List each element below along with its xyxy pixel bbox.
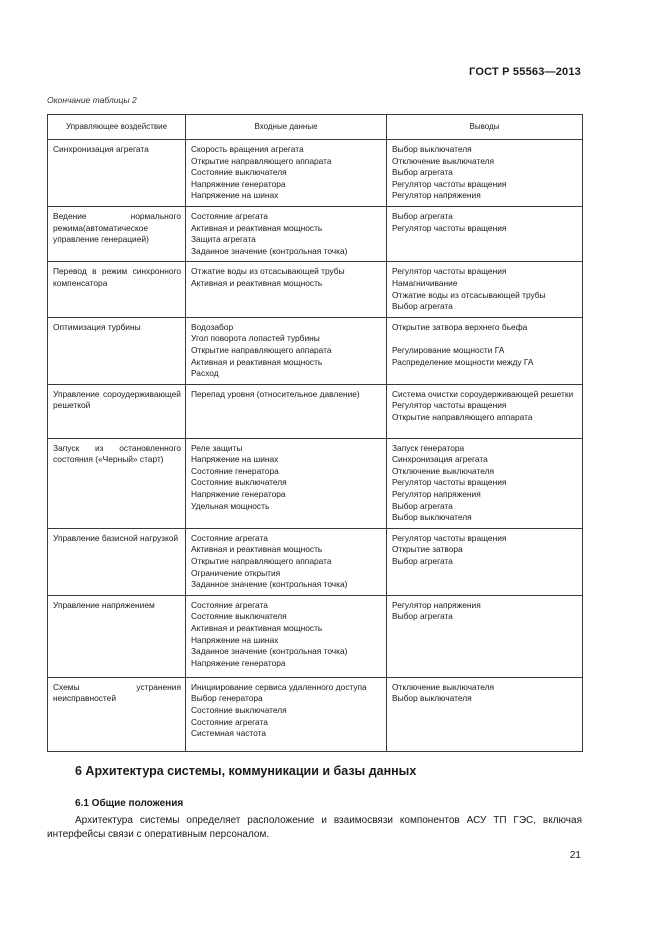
cell-input-data: [186, 528, 387, 595]
table-row: [48, 317, 583, 384]
input-item: Выбор генератора: [191, 693, 263, 704]
cell-control-action: Ведение нормального режима(автоматическое управление генерацией): [48, 206, 186, 261]
cell-outputs: [387, 206, 583, 261]
output-item: Регулятор частоты вращения: [392, 178, 507, 189]
input-item: Состояние агрегата: [191, 599, 268, 610]
output-item: Открытие направляющего аппарата: [392, 411, 533, 422]
input-item: Активная и реактивная мощность: [191, 356, 323, 367]
output-item: Распределение мощности между ГА: [392, 356, 534, 367]
input-item: Открытие направляющего аппарата: [191, 344, 332, 355]
input-item: Отжатие воды из отсасывающей трубы: [191, 266, 345, 277]
body-paragraph: Архитектура системы определяет расположение и взаимосвязи компонентов АСУ ТП ГЭС, включая интерфейсы связи с оперативным персоналом.: [47, 815, 582, 840]
cell-input-data: [186, 595, 387, 677]
output-item: Выбор агрегата: [392, 611, 453, 622]
output-item: Выбор агрегата: [392, 556, 453, 567]
output-item: Регулятор частоты вращения: [392, 222, 507, 233]
cell-outputs: [387, 317, 583, 384]
table-row: [48, 140, 583, 207]
input-item: Водозабор: [191, 321, 234, 332]
input-item: Инициирование сервиса удаленного доступа: [191, 681, 367, 692]
output-item: Регулирование мощности ГА: [392, 344, 505, 355]
cell-input-data: [186, 140, 387, 207]
input-item: Перепад уровня (относительное давление): [191, 388, 360, 399]
input-item: Состояние генератора: [191, 465, 279, 476]
cell-outputs: [387, 384, 583, 438]
output-item: Выбор агрегата: [392, 301, 453, 312]
input-item: Напряжение генератора: [191, 657, 286, 668]
input-item: Активная и реактивная мощность: [191, 277, 323, 288]
column-header-action: Управляющее воздействие: [48, 115, 186, 140]
input-item: Реле защиты: [191, 442, 243, 453]
cell-input-data: [186, 262, 387, 317]
output-item: Запуск генератора: [392, 442, 465, 453]
table-caption: Окончание таблицы 2: [47, 95, 137, 105]
table-body: [48, 140, 583, 752]
page-number: 21: [569, 850, 581, 861]
input-item: Состояние выключателя: [191, 477, 287, 488]
input-item: Заданное значение (контрольная точка): [191, 579, 348, 590]
control-actions-table: [47, 114, 583, 752]
cell-outputs: [387, 528, 583, 595]
input-item: Состояние агрегата: [191, 210, 268, 221]
input-item: Напряжение на шинах: [191, 454, 279, 465]
cell-outputs: [387, 438, 583, 528]
output-item: Выбор выключателя: [392, 512, 472, 523]
cell-input-data: [186, 677, 387, 751]
cell-control-action: Управление напряжением: [48, 595, 186, 677]
cell-control-action: Управление сороудерживающей решеткой: [48, 384, 186, 438]
input-item: Напряжение генератора: [191, 178, 286, 189]
cell-control-action: Оптимизация турбины: [48, 317, 186, 384]
output-item: Отжатие воды из отсасывающей трубы: [392, 289, 546, 300]
cell-outputs: [387, 140, 583, 207]
cell-control-action: Синхронизация агрегата: [48, 140, 186, 207]
cell-outputs: [387, 595, 583, 677]
column-header-inputs: Входные данные: [186, 115, 387, 140]
column-header-outputs: Выводы: [387, 115, 583, 140]
output-item: Намагничивание: [392, 277, 458, 288]
output-item: Регулятор частоты вращения: [392, 266, 507, 277]
output-item: Система очистки сороудерживающей решетки: [392, 388, 574, 399]
subsection-title: 6.1 Общие положения: [75, 798, 184, 809]
output-item: Отключение выключателя: [392, 155, 494, 166]
input-item: Системная частота: [191, 728, 267, 739]
output-item: Регулятор напряжения: [392, 190, 481, 201]
input-item: Расход: [191, 368, 219, 379]
output-item: Выбор агрегата: [392, 210, 453, 221]
input-item: Напряжение генератора: [191, 489, 286, 500]
output-item: Выбор выключателя: [392, 693, 472, 704]
cell-outputs: [387, 677, 583, 751]
input-item: Состояние выключателя: [191, 705, 287, 715]
input-item: Открытие направляющего аппарата: [191, 155, 332, 166]
cell-control-action: Схемы устранения неисправностей: [48, 677, 186, 751]
output-item: Регулятор частоты вращения: [392, 477, 507, 488]
table-header-row: [48, 115, 583, 140]
blank-line: [392, 333, 578, 345]
input-item: Напряжение на шинах: [191, 634, 279, 645]
standard-number: ГОСТ Р 55563—2013: [469, 66, 581, 78]
input-item: Активная и реактивная мощность: [191, 222, 323, 233]
input-item: Защита агрегата: [191, 234, 256, 245]
input-item: Заданное значение (контрольная точка): [191, 646, 348, 657]
output-item: Отключение выключателя: [392, 465, 494, 476]
input-item: Открытие направляющего аппарата: [191, 556, 332, 567]
output-item: Выбор агрегата: [392, 167, 453, 178]
input-item: Активная и реактивная мощность: [191, 623, 323, 633]
output-item: Открытие затвора верхнего бьефа: [392, 321, 528, 332]
output-item: Отключение выключателя: [392, 681, 494, 692]
cell-input-data: [186, 206, 387, 261]
input-item: Удельная мощность: [191, 500, 270, 511]
output-item: Регулятор частоты вращения: [392, 532, 507, 543]
table-row: [48, 595, 583, 677]
output-item: Регулятор напряжения: [392, 599, 481, 610]
input-item: Скорость вращения агрегата: [191, 144, 304, 154]
cell-input-data: [186, 438, 387, 528]
output-item: Синхронизация агрегата: [392, 454, 488, 465]
table-row: [48, 677, 583, 751]
input-item: Напряжение на шинах: [191, 190, 279, 201]
output-item: Регулятор напряжения: [392, 489, 481, 500]
output-item: Выбор выключателя: [392, 144, 472, 154]
table-row: [48, 528, 583, 595]
input-item: Состояние выключателя: [191, 167, 287, 178]
input-item: Активная и реактивная мощность: [191, 544, 323, 555]
table-row: [48, 384, 583, 438]
output-item: Выбор агрегата: [392, 500, 453, 511]
cell-control-action: Перевод в режим синхронного компенсатора: [48, 262, 186, 317]
section-title: 6 Архитектура системы, коммуникации и базы данных: [75, 764, 417, 778]
cell-input-data: [186, 317, 387, 384]
output-item: Открытие затвора: [392, 544, 463, 555]
input-item: Состояние агрегата: [191, 716, 268, 727]
cell-control-action: Управление базисной нагрузкой: [48, 528, 186, 595]
input-item: Заданное значение (контрольная точка): [191, 245, 348, 256]
table-row: [48, 438, 583, 528]
output-item: Регулятор частоты вращения: [392, 400, 507, 411]
input-item: Ограничение открытия: [191, 567, 281, 578]
input-item: Состояние выключателя: [191, 611, 287, 622]
input-item: Угол поворота лопастей турбины: [191, 333, 320, 344]
cell-outputs: [387, 262, 583, 317]
table-row: [48, 206, 583, 261]
input-item: Состояние агрегата: [191, 532, 268, 543]
table-row: [48, 262, 583, 317]
cell-input-data: [186, 384, 387, 438]
cell-control-action: Запуск из остановленного состояния («Черный» старт): [48, 438, 186, 528]
